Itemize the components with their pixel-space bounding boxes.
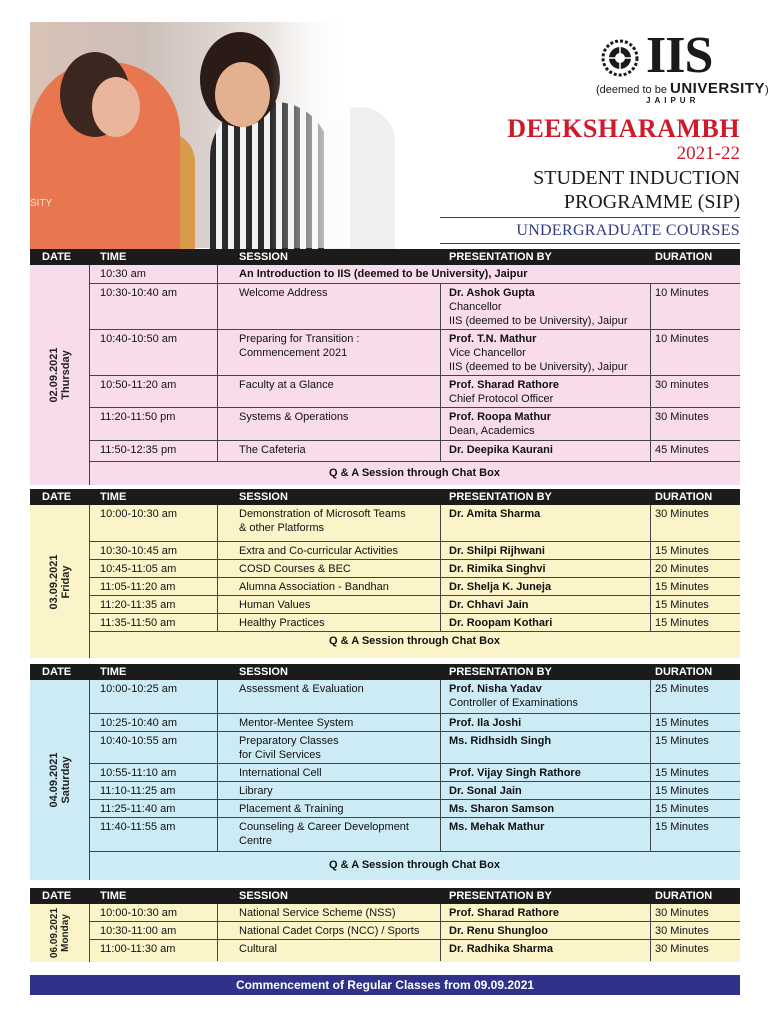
table-row: 11:20-11:35 am Human Values Dr. Chhavi Jain 15 Minutes	[89, 596, 740, 614]
table-row: 10:30-10:45 am Extra and Co-curricular Activities Dr. Shilpi Rijhwani 15 Minutes	[89, 542, 740, 560]
table-row: 10:45-11:05 am COSD Courses & BEC Dr. Rimika Singhvi 20 Minutes	[89, 560, 740, 578]
table-row: 11:20-11:50 pm Systems & Operations Prof. Roopa Mathur Dean, Academics 30 Minutes	[89, 408, 740, 441]
table-row: 11:10-11:25 am Library Dr. Sonal Jain 15 Minutes	[89, 782, 740, 800]
date-cell: 03.09.2021 Friday	[30, 505, 90, 658]
title-line-2: PROGRAMME (SIP)	[563, 191, 740, 213]
table-header: DATE TIME SESSION PRESENTATION BY DURATION	[30, 249, 740, 265]
title-year: 2021-22	[676, 143, 740, 164]
table-row: 10:50-11:20 am Faculty at a Glance Prof. Sharad Rathore Chief Protocol Officer 30 minutes	[89, 376, 740, 408]
courses-label: UNDERGRADUATE COURSES	[440, 217, 740, 244]
qa-row: Q & A Session through Chat Box	[329, 467, 500, 479]
table-row: 11:40-11:55 am Counseling & Career Development Centre Ms. Mehak Mathur 15 Minutes	[89, 818, 740, 852]
table-row: 11:35-11:50 am Healthy Practices Dr. Roopam Kothari 15 Minutes	[89, 614, 740, 632]
table-header: DATE TIME SESSION PRESENTATION BY DURATION	[30, 489, 740, 505]
qa-row: Q & A Session through Chat Box	[329, 859, 500, 871]
table-row: 10:25-10:40 am Mentor-Mentee System Prof. Ila Joshi 15 Minutes	[89, 714, 740, 732]
table-row: 10:00-10:25 am Assessment & Evaluation Prof. Nisha Yadav Controller of Examinations 25 Minutes	[89, 680, 740, 714]
table-row: 10:30-11:00 am National Cadet Corps (NCC) / Sports Dr. Renu Shungloo 30 Minutes	[89, 922, 740, 940]
university-logo	[596, 27, 769, 105]
logo-city: JAIPUR	[646, 96, 700, 105]
date-cell: 04.09.2021 Saturday	[30, 680, 90, 880]
title-name: DEEKSHARAMBH	[507, 114, 740, 143]
commencement-banner: Commencement of Regular Classes from 09.09.2021	[30, 975, 740, 995]
table-row: 10:55-11:10 am International Cell Prof. Vijay Singh Rathore 15 Minutes	[89, 764, 740, 782]
table-row: 10:30 am An Introduction to IIS (deemed to be University), Jaipur	[89, 265, 740, 284]
table-row: 11:25-11:40 am Placement & Training Ms. Sharon Samson 15 Minutes	[89, 800, 740, 818]
table-row: 11:05-11:20 am Alumna Association - Bandhan Dr. Shelja K. Juneja 15 Minutes	[89, 578, 740, 596]
header-photo	[30, 22, 350, 248]
logo-wordmark: IIS	[646, 27, 713, 84]
title-line-1: STUDENT INDUCTION	[533, 167, 740, 189]
table-row: 11:50-12:35 pm The Cafeteria Dr. Deepika Kaurani 45 Minutes	[89, 441, 740, 462]
qa-row: Q & A Session through Chat Box	[329, 635, 500, 647]
table-row: 10:00-10:30 am National Service Scheme (NSS) Prof. Sharad Rathore 30 Minutes	[89, 904, 740, 922]
table-row: 10:30-10:40 am Welcome Address Dr. Ashok Gupta Chancellor IIS (deemed to be University), Jaipur 10 Minutes	[89, 284, 740, 330]
table-row: 10:40-10:55 am Preparatory Classes for Civil Services Ms. Ridhsidh Singh 15 Minutes	[89, 732, 740, 764]
table-row: 11:00-11:30 am Cultural Dr. Radhika Sharma 30 Minutes	[89, 940, 740, 961]
table-row: 10:00-10:30 am Demonstration of Microsoft Teams & other Platforms Dr. Amita Sharma 30 Minutes	[89, 505, 740, 542]
programme-title	[507, 115, 740, 213]
date-cell: 02.09.2021 Thursday	[30, 265, 90, 485]
table-header: DATE TIME SESSION PRESENTATION BY DURATION	[30, 664, 740, 680]
photo-shirt-text: SITY	[30, 198, 53, 209]
table-row: 10:40-10:50 am Preparing for Transition : Commencement 2021 Prof. T.N. Mathur Vice Chancellor IIS (deemed to be University), Jaipur 10 Minutes	[89, 330, 740, 376]
table-header: DATE TIME SESSION PRESENTATION BY DURATION	[30, 888, 740, 904]
logo-subtitle: (deemed to be UNIVERSITY)	[596, 80, 769, 97]
emblem-icon	[600, 38, 640, 78]
date-cell: 06.09.2021 Monday	[30, 904, 90, 962]
